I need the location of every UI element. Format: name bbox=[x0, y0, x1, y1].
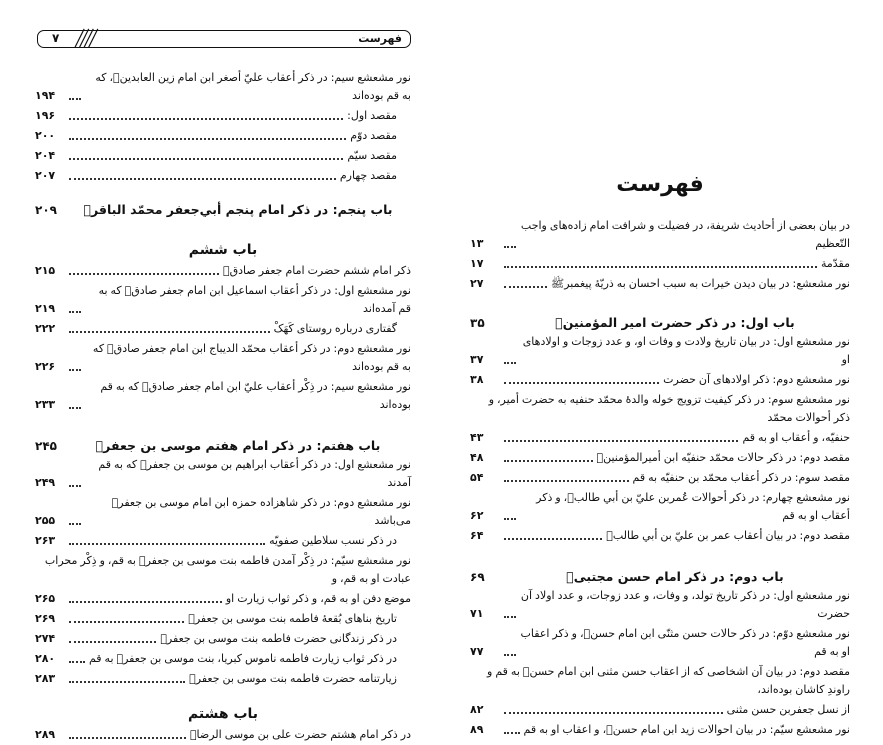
entry-title: مقصد اول: bbox=[347, 109, 397, 122]
toc-entry[interactable] bbox=[470, 390, 850, 428]
entry-title: مقصد دوّم bbox=[350, 129, 397, 142]
toc-section bbox=[35, 68, 411, 186]
entry-title: تاریخ بناهای بُقعهٔ فاطمه بنت موسی بن جعفرؑ bbox=[188, 612, 397, 625]
toc-entry[interactable] bbox=[35, 725, 411, 745]
entry-page: ۲۴۹ bbox=[35, 476, 56, 489]
chapter-page: ۳۵ bbox=[470, 316, 485, 330]
dot-leader bbox=[504, 266, 817, 268]
toc-entry[interactable] bbox=[35, 649, 411, 669]
dot-leader bbox=[69, 737, 186, 739]
entry-title: نور مشعشع: در بیان دیدن خیرات به سبب احسان به ذریّهٔ پیغمبرﷺ bbox=[550, 277, 850, 290]
toc-section bbox=[470, 586, 850, 740]
toc-entry[interactable] bbox=[35, 281, 411, 319]
entry-title: مقصد دوم: در بیان آن اشخاصی که از اعقاب حسن مثنی ابن امام حسنؑ به قم و راوندِ کاشان بوده‌اند، bbox=[487, 665, 850, 696]
toc-entry[interactable] bbox=[35, 146, 411, 166]
dot-leader bbox=[69, 369, 81, 371]
entry-title: نور مشعشع چهارم: در ذکر أحوالات عُمربن عليّ بن أبي طالبؑ، و ذکر أعقاب او به قم bbox=[536, 491, 850, 522]
entry-title-continuation: موضع دفن او به قم، و ذکر ثواب زیارت او bbox=[225, 592, 411, 605]
toc-entry-continuation[interactable] bbox=[35, 589, 411, 609]
entry-title: گفتاری درباره روستای کَهَکْ bbox=[273, 322, 397, 335]
chapter-title: باب هفتم: در ذکر امام هفتم موسی بن جعفرؑ bbox=[95, 438, 381, 453]
toc-section bbox=[470, 216, 850, 294]
dot-leader bbox=[69, 543, 265, 545]
dot-leader bbox=[504, 460, 593, 462]
dot-leader bbox=[69, 485, 81, 487]
entry-title: نور مشعشع سیّم: در بیان احوالات زید ابن امام حسنؑ، و اعقاب او به قم bbox=[523, 723, 850, 736]
dot-leader bbox=[504, 440, 738, 442]
entry-page: ۲۶۹ bbox=[35, 612, 56, 625]
chapter-title: باب پنجم: در ذکر امام پنجم أبي‌جعفر محمّد الباقرؑ bbox=[83, 202, 393, 217]
dot-leader bbox=[69, 178, 336, 180]
toc-entry[interactable] bbox=[35, 493, 411, 531]
left-page bbox=[35, 0, 411, 745]
dot-leader bbox=[69, 641, 156, 643]
chapter-page: ۲۰۹ bbox=[35, 203, 57, 217]
toc-entry[interactable] bbox=[35, 669, 411, 689]
entry-title: نور مشعشع سوم: در ذکر کیفیت تزویج خوله والدهٔ محمّد حنفیه به حضرت أمیر، و ذکر أحوالات محمّد bbox=[488, 393, 850, 424]
toc-entry[interactable] bbox=[470, 526, 850, 546]
toc-entry[interactable] bbox=[35, 166, 411, 186]
entry-title: مقصد چهارم bbox=[339, 169, 397, 182]
entry-page: ۲۶۳ bbox=[35, 534, 56, 547]
entry-page: ۲۶۵ bbox=[35, 592, 56, 605]
entry-page: ۷۱ bbox=[470, 607, 484, 620]
entry-page: ۲۷۴ bbox=[35, 632, 56, 645]
entry-title: نور مشعشع سیم: در ذِکْر أعقاب عليّ ابن امام جعفر صادقؑ که به قم بوده‌اند bbox=[100, 380, 411, 411]
chapter-heading[interactable] bbox=[35, 199, 411, 219]
toc-entry[interactable] bbox=[35, 609, 411, 629]
toc-entry[interactable] bbox=[470, 448, 850, 468]
running-header-title: فهرست bbox=[358, 32, 402, 45]
dot-leader bbox=[504, 480, 629, 482]
toc-section bbox=[35, 261, 411, 415]
entry-page: ۲۵۵ bbox=[35, 514, 56, 527]
entry-page: ۲۲۲ bbox=[35, 322, 56, 335]
entry-page: ۳۸ bbox=[470, 373, 484, 386]
entry-page: ۲۲۶ bbox=[35, 360, 56, 373]
toc-entry[interactable] bbox=[470, 586, 850, 624]
toc-entry[interactable] bbox=[35, 531, 411, 551]
entry-page: ۲۱۵ bbox=[35, 264, 56, 277]
dot-leader bbox=[69, 158, 343, 160]
entry-title: نور مشعشع دوّم: در ذکر حالات حسن مثنّی ابن امام حسنؑ، و ذکر اعقاب او به قم bbox=[520, 627, 850, 658]
toc-section bbox=[35, 725, 411, 745]
entry-page: ۲۰۴ bbox=[35, 149, 56, 162]
chapter-heading[interactable] bbox=[470, 312, 850, 332]
dot-leader bbox=[69, 661, 85, 663]
section-heading: باب ششم bbox=[188, 242, 258, 258]
dot-leader bbox=[69, 331, 270, 333]
hatch-ornament-icon bbox=[72, 28, 100, 48]
entry-page: ۳۷ bbox=[470, 353, 484, 366]
chapter-heading[interactable] bbox=[470, 566, 850, 586]
entry-title: در ذکر زندگانی حضرت فاطمه بنت موسی بن جعفرؑ bbox=[160, 632, 397, 645]
entry-page: ۱۳ bbox=[470, 237, 484, 250]
toc-entry[interactable] bbox=[35, 455, 411, 493]
toc-entry[interactable] bbox=[35, 106, 411, 126]
entry-page: ۸۹ bbox=[470, 723, 484, 736]
toc-entry[interactable] bbox=[470, 274, 850, 294]
toc-entry-continuation[interactable] bbox=[470, 700, 850, 720]
dot-leader bbox=[69, 273, 219, 275]
dot-leader bbox=[504, 362, 516, 364]
dot-leader bbox=[504, 286, 547, 288]
toc-entry[interactable] bbox=[470, 488, 850, 526]
entry-title: مقصد سوم: در ذکر أعقاب محمّد بن حنفیّه به قم bbox=[632, 471, 850, 484]
entry-page: ۱۹۴ bbox=[35, 89, 56, 102]
entry-page: ۶۴ bbox=[470, 529, 484, 542]
toc-entry[interactable] bbox=[35, 339, 411, 377]
toc-entry[interactable] bbox=[470, 370, 850, 390]
entry-title: مقدّمة bbox=[820, 257, 850, 270]
toc-entry[interactable] bbox=[470, 254, 850, 274]
dot-leader bbox=[504, 712, 723, 714]
toc-entry[interactable] bbox=[470, 662, 850, 700]
entry-title: مقصد سیّم bbox=[347, 149, 397, 162]
entry-page: ۲۷ bbox=[470, 277, 484, 290]
dot-leader bbox=[69, 407, 81, 409]
entry-page: ۲۰۷ bbox=[35, 169, 56, 182]
entry-title-continuation: حنفیّه، و أعقاب او به قم bbox=[742, 431, 850, 444]
dot-leader bbox=[69, 601, 222, 603]
chapter-title: باب دوم: در ذکر امام حسن مجتبیؑ bbox=[566, 569, 784, 584]
dot-leader bbox=[504, 518, 516, 520]
chapter-page: ۶۹ bbox=[470, 570, 485, 584]
dot-leader bbox=[69, 621, 184, 623]
entry-title: نور مشعشع سیّم: در ذِکْر آمدن فاطمه بنت موسی بن جعفرؑ به قم، و ذِکْر محراب عبادت او به قم، و bbox=[44, 554, 411, 585]
entry-page: ۱۹۶ bbox=[35, 109, 56, 122]
dot-leader bbox=[504, 382, 659, 384]
entry-page: ۴۸ bbox=[470, 451, 484, 464]
entry-title: نور مشعشع دوم: در ذکر أعقاب محمّد الدیباج ابن امام جعفر صادقؑ که به قم بوده‌اند bbox=[92, 342, 411, 373]
entry-title-continuation: از نسل جعفربن حسن مثنی bbox=[726, 703, 850, 716]
entry-title: نور مشعشع اول: در بیان تاریخ ولادت و وفات او، و عدد زوجات و اولادهای او bbox=[522, 335, 850, 366]
page-title: فهرست bbox=[616, 172, 704, 197]
dot-leader bbox=[504, 654, 516, 656]
entry-page: ۷۷ bbox=[470, 645, 484, 658]
dot-leader bbox=[69, 98, 81, 100]
entry-title: ذکر امام ششم حضرت امام جعفر صادقؑ bbox=[223, 264, 411, 277]
dot-leader bbox=[69, 118, 343, 120]
toc-entry[interactable] bbox=[35, 377, 411, 415]
chapter-title: باب اول: در ذکر حضرت امیر المؤمنینؑ bbox=[555, 315, 795, 330]
entry-page: ۱۷ bbox=[470, 257, 484, 270]
entry-page: ۲۳۳ bbox=[35, 398, 56, 411]
entry-page: ۲۸۹ bbox=[35, 728, 56, 741]
dot-leader bbox=[69, 681, 185, 683]
dot-leader bbox=[69, 138, 346, 140]
toc-entry[interactable] bbox=[470, 332, 850, 370]
entry-page: ۲۰۰ bbox=[35, 129, 56, 142]
entry-title: نور مشعشع دوم: در ذکر شاهزاده حمزه ابن امام موسی بن جعفرؑ می‌باشد bbox=[111, 496, 411, 527]
entry-page: ۶۲ bbox=[470, 509, 484, 522]
toc-entry[interactable] bbox=[35, 126, 411, 146]
toc-entry[interactable] bbox=[470, 720, 850, 740]
dot-leader bbox=[69, 311, 81, 313]
toc-entry[interactable] bbox=[35, 319, 411, 339]
chapter-page: ۲۴۵ bbox=[35, 439, 57, 453]
toc-entry-continuation[interactable] bbox=[470, 428, 850, 448]
entry-title: نور مشعشع اول: در ذکر أعقاب ابراهیم بن موسی بن جعفرؑ که به قم آمدند bbox=[98, 458, 411, 489]
entry-title: زیارتنامه حضرت فاطمه بنت موسی بن جعفرؑ bbox=[189, 672, 397, 685]
toc-entry[interactable] bbox=[35, 68, 411, 106]
toc-section bbox=[470, 332, 850, 546]
toc-entry[interactable] bbox=[35, 551, 411, 589]
entry-title: نور مشعشع اول: در ذکر أعقاب اسماعیل ابن امام جعفر صادقؑ که به قم آمده‌اند bbox=[98, 284, 411, 315]
toc-section bbox=[35, 455, 411, 689]
entry-title: نور مشعشع اول: در ذکر تاریخ تولد، و وفات، و عدد زوجات، و عدد اولاد آن حضرت bbox=[520, 589, 850, 620]
entry-title: در بیان بعضی از أحادیث شریفة، در فضیلت و شرافت امام زاده‌های واجب التّعظیم bbox=[520, 219, 850, 250]
entry-title: در ذکر امام هشتم حضرت علی بن موسی الرضاؑ bbox=[189, 728, 411, 741]
dot-leader bbox=[504, 538, 602, 540]
toc-entry[interactable] bbox=[35, 629, 411, 649]
section-heading: باب هشتم bbox=[187, 706, 259, 722]
chapter-heading[interactable] bbox=[35, 435, 411, 455]
entry-title: نور مشعشع سیم: در ذکر أعقاب عليّ أصغر ابن امام زین العابدینؑ، که به قم بوده‌اند bbox=[95, 71, 411, 102]
running-header bbox=[37, 30, 411, 48]
entry-page: ۸۲ bbox=[470, 703, 484, 716]
toc-entry[interactable] bbox=[470, 216, 850, 254]
dot-leader bbox=[69, 523, 81, 525]
entry-page: ۲۸۰ bbox=[35, 652, 56, 665]
dot-leader bbox=[504, 246, 516, 248]
entry-page: ۲۱۹ bbox=[35, 302, 56, 315]
entry-title: در ذکر ثواب زیارت فاطمه ناموس کبریا، بنت موسی بن جعفرؑ به قم bbox=[88, 652, 397, 665]
entry-title: در ذکر نسب سلاطین صفویّه bbox=[269, 534, 397, 547]
page-number: ۷ bbox=[52, 31, 60, 45]
entry-title: مقصد دوم: در بیان أعقاب عمر بن عليّ بن أبي طالبؑ bbox=[606, 529, 850, 542]
entry-page: ۵۴ bbox=[470, 471, 484, 484]
toc-entry[interactable] bbox=[470, 468, 850, 488]
entry-page: ۲۸۳ bbox=[35, 672, 56, 685]
dot-leader bbox=[504, 732, 520, 734]
right-page bbox=[470, 0, 850, 740]
toc-entry[interactable] bbox=[35, 261, 411, 281]
toc-entry[interactable] bbox=[470, 624, 850, 662]
entry-title: نور مشعشع دوم: ذکر اولادهای آن حضرت bbox=[663, 373, 850, 386]
entry-page: ۴۳ bbox=[470, 431, 484, 444]
dot-leader bbox=[504, 616, 516, 618]
entry-title: مقصد دوم: در ذکر حالات محمّد حنفیّه ابن أمیرالمؤمنینؑ bbox=[596, 451, 850, 464]
